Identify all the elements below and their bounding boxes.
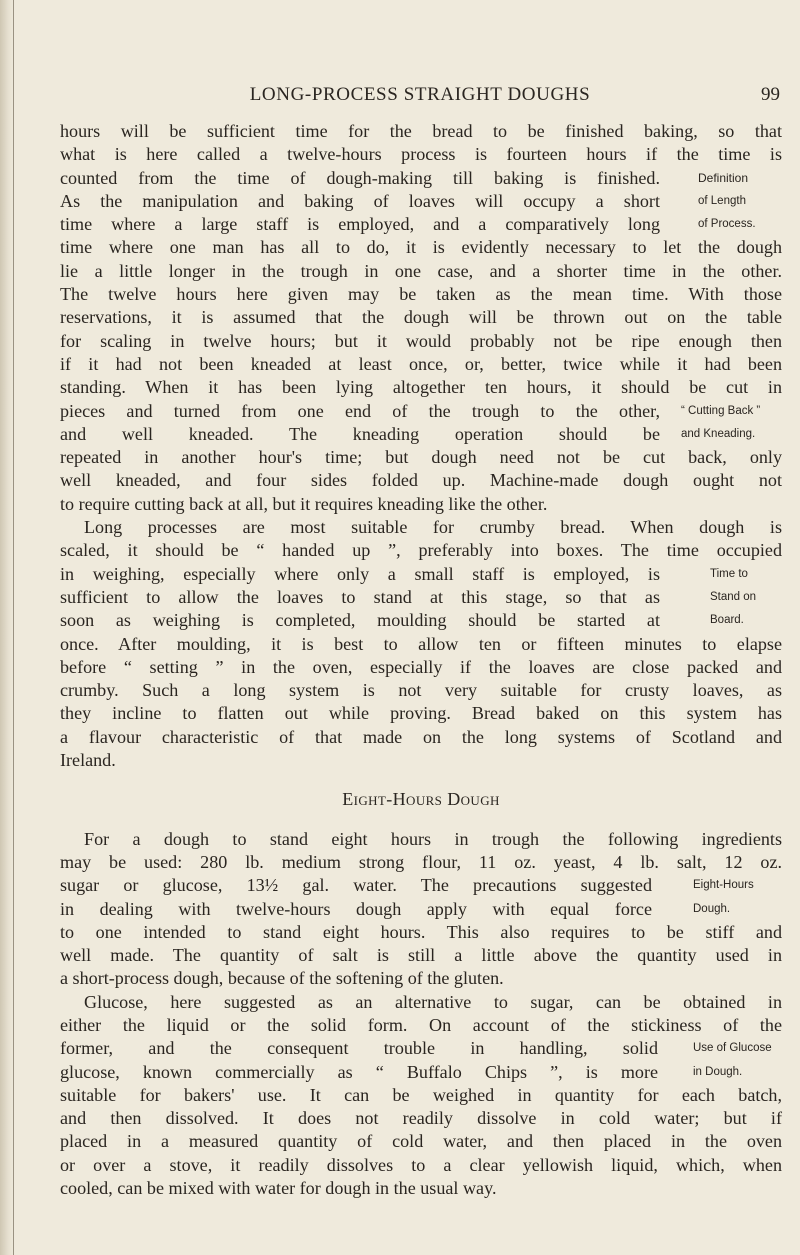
text-line — [60, 167, 782, 190]
margin-note: Dough. — [693, 902, 731, 915]
text-line-content: either the liquid or the solid form. On account of the stickiness of the — [60, 1014, 782, 1035]
text-line-content: a short-process dough, because of the softening of the gluten. — [60, 968, 504, 989]
text-line — [60, 539, 782, 562]
margin-note: Use of Glucose — [693, 1042, 772, 1055]
text-line — [60, 633, 782, 656]
margin-note: and Kneading. — [681, 427, 756, 440]
text-line — [60, 726, 782, 749]
text-line — [60, 306, 782, 329]
text-line-content: placed in a measured quantity of cold water, and then placed in the oven — [60, 1131, 782, 1152]
text-line — [60, 921, 782, 944]
text-line — [60, 991, 782, 1014]
text-line-content: and then dissolved. It does not readily dissolve in cold water; but if — [60, 1108, 782, 1129]
text-line-content: counted from the time of dough-making till baking is finished. — [60, 167, 660, 188]
text-line-content: reservations, it is assumed that the dough will be thrown out on the table — [60, 307, 782, 328]
margin-note: of Length — [698, 194, 746, 207]
text-line — [60, 1177, 782, 1200]
text-line — [60, 828, 782, 851]
text-line-content: may be used: 280 lb. medium strong flour, 11 oz. yeast, 4 lb. salt, 12 oz. — [60, 851, 782, 872]
text-line-content: Ireland. — [60, 750, 116, 771]
text-line — [60, 330, 782, 353]
text-line — [60, 874, 782, 897]
margin-note: “ Cutting Back ” — [681, 404, 761, 417]
text-line-content: sugar or glucose, 13½ gal. water. The precautions suggested — [60, 875, 652, 896]
text-line — [60, 120, 782, 143]
page-header — [60, 84, 780, 112]
margin-note: in Dough. — [693, 1065, 743, 1078]
text-line — [60, 236, 782, 259]
text-line-content: former, and the consequent trouble in handling, solid — [60, 1038, 658, 1059]
text-line — [60, 516, 782, 539]
text-line — [60, 563, 782, 586]
text-line-content: a flavour characteristic of that made on the long systems of Scotland and — [60, 726, 782, 747]
section-spacer — [60, 812, 782, 828]
text-line-content: crumby. Such a long system is not very suitable for crusty loaves, as — [60, 680, 782, 701]
text-line-content: cooled, can be mixed with water for dough in the usual way. — [60, 1178, 497, 1199]
body-text — [60, 120, 782, 1200]
text-line — [60, 586, 782, 609]
text-line — [60, 190, 782, 213]
text-line-content: in dealing with twelve-hours dough apply with equal force — [60, 898, 652, 919]
text-line — [60, 1084, 782, 1107]
text-line-content: scaled, it should be “ handed up ”, preferably into boxes. The time occupied — [60, 540, 782, 561]
margin-note: Board. — [710, 614, 744, 627]
text-line-content: soon as weighing is completed, moulding should be started at — [60, 610, 660, 631]
text-line-content: The twelve hours here given may be taken as the mean time. With those — [60, 284, 782, 305]
text-line-content: hours will be sufficient time for the bread to be finished baking, so that — [60, 121, 782, 141]
text-line — [60, 1014, 782, 1037]
text-line-content: to one intended to stand eight hours. This also requires to be stiff and — [60, 921, 782, 942]
text-line-content: suitable for bakers' use. It can be weighed in quantity for each batch, — [60, 1084, 782, 1105]
text-line — [60, 1061, 782, 1084]
text-line — [60, 376, 782, 399]
text-line — [60, 749, 782, 772]
text-line — [60, 353, 782, 376]
text-line-content: sufficient to allow the loaves to stand at this stage, so that as — [60, 586, 660, 607]
text-line-content: well kneaded, and four sides folded up. Machine-made dough ought not — [60, 470, 782, 491]
text-line-content: before “ setting ” in the oven, especially if the loaves are close packed and — [60, 656, 782, 677]
margin-note: Eight-Hours — [693, 879, 754, 892]
text-line-content: For a dough to stand eight hours in trough the following ingredients — [84, 828, 782, 849]
text-line-content: As the manipulation and baking of loaves will occupy a short — [60, 190, 660, 211]
text-line — [60, 213, 782, 236]
text-line — [60, 283, 782, 306]
text-line — [60, 967, 782, 990]
text-line — [60, 1130, 782, 1153]
text-line-content: or over a stove, it readily dissolves to a clear yellowish liquid, which, when — [60, 1154, 782, 1175]
text-line-content: time where a large staff is employed, and a comparatively long — [60, 214, 660, 235]
text-line — [60, 679, 782, 702]
text-line-content: in weighing, especially where only a small staff is employed, is — [60, 563, 660, 584]
text-line-content: for scaling in twelve hours; but it would probably not be ripe enough then — [60, 330, 782, 351]
text-line-content: pieces and turned from one end of the trough to the other, — [60, 400, 660, 421]
margin-note: Time to — [710, 567, 748, 580]
text-line — [60, 1154, 782, 1177]
text-line — [60, 143, 782, 166]
text-line-content: standing. When it has been lying altogether ten hours, it should be cut in — [60, 377, 782, 398]
text-line-content: once. After moulding, it is best to allow ten or fifteen minutes to elapse — [60, 633, 782, 654]
margin-note: of Process. — [698, 218, 756, 231]
margin-note: Definition — [698, 170, 749, 185]
text-line — [60, 898, 782, 921]
text-line — [60, 493, 782, 516]
text-line — [60, 423, 782, 446]
text-line-content: repeated in another hour's time; but dough need not be cut back, only — [60, 447, 782, 468]
text-line-content: if it had not been kneaded at least once, or, better, twice while it had been — [60, 353, 782, 374]
text-line-content: Long processes are most suitable for crumby bread. When dough is — [84, 517, 782, 538]
running-head: LONG-PROCESS STRAIGHT DOUGHS — [249, 84, 591, 105]
margin-note: Stand on — [710, 590, 757, 603]
text-line-content: time where one man has all to do, it is evidently necessary to let the dough — [60, 237, 782, 258]
text-line — [60, 1037, 782, 1060]
text-line-content: and well kneaded. The kneading operation should be — [60, 423, 660, 444]
text-line-content: to require cutting back at all, but it requires kneading like the other. — [60, 493, 548, 514]
text-line — [60, 609, 782, 632]
text-line-content: what is here called a twelve-hours process is fourteen hours if the time is — [60, 144, 782, 165]
section-spacer — [60, 772, 782, 788]
page-gutter-edge — [13, 0, 14, 1255]
text-line-content: they incline to flatten out while proving. Bread baked on this system has — [60, 703, 782, 724]
text-line-content: well made. The quantity of salt is still a little above the quantity used in — [60, 945, 782, 966]
page-gutter-shadow — [0, 0, 14, 1255]
text-line — [60, 400, 782, 423]
page-number: 99 — [761, 84, 780, 105]
text-line — [60, 702, 782, 725]
text-line — [60, 260, 782, 283]
text-line — [60, 656, 782, 679]
text-line-content: lie a little longer in the trough in one case, and a shorter time in the other. — [60, 260, 782, 281]
text-line — [60, 446, 782, 469]
text-line — [60, 944, 782, 967]
text-line — [60, 1107, 782, 1130]
text-line — [60, 851, 782, 874]
text-line — [60, 469, 782, 492]
section-heading: Eight-Hours Dough — [342, 789, 500, 810]
text-line-content: glucose, known commercially as “ Buffalo Chips ”, is more — [60, 1061, 658, 1082]
text-line-content: Glucose, here suggested as an alternative to sugar, can be obtained in — [84, 991, 782, 1012]
